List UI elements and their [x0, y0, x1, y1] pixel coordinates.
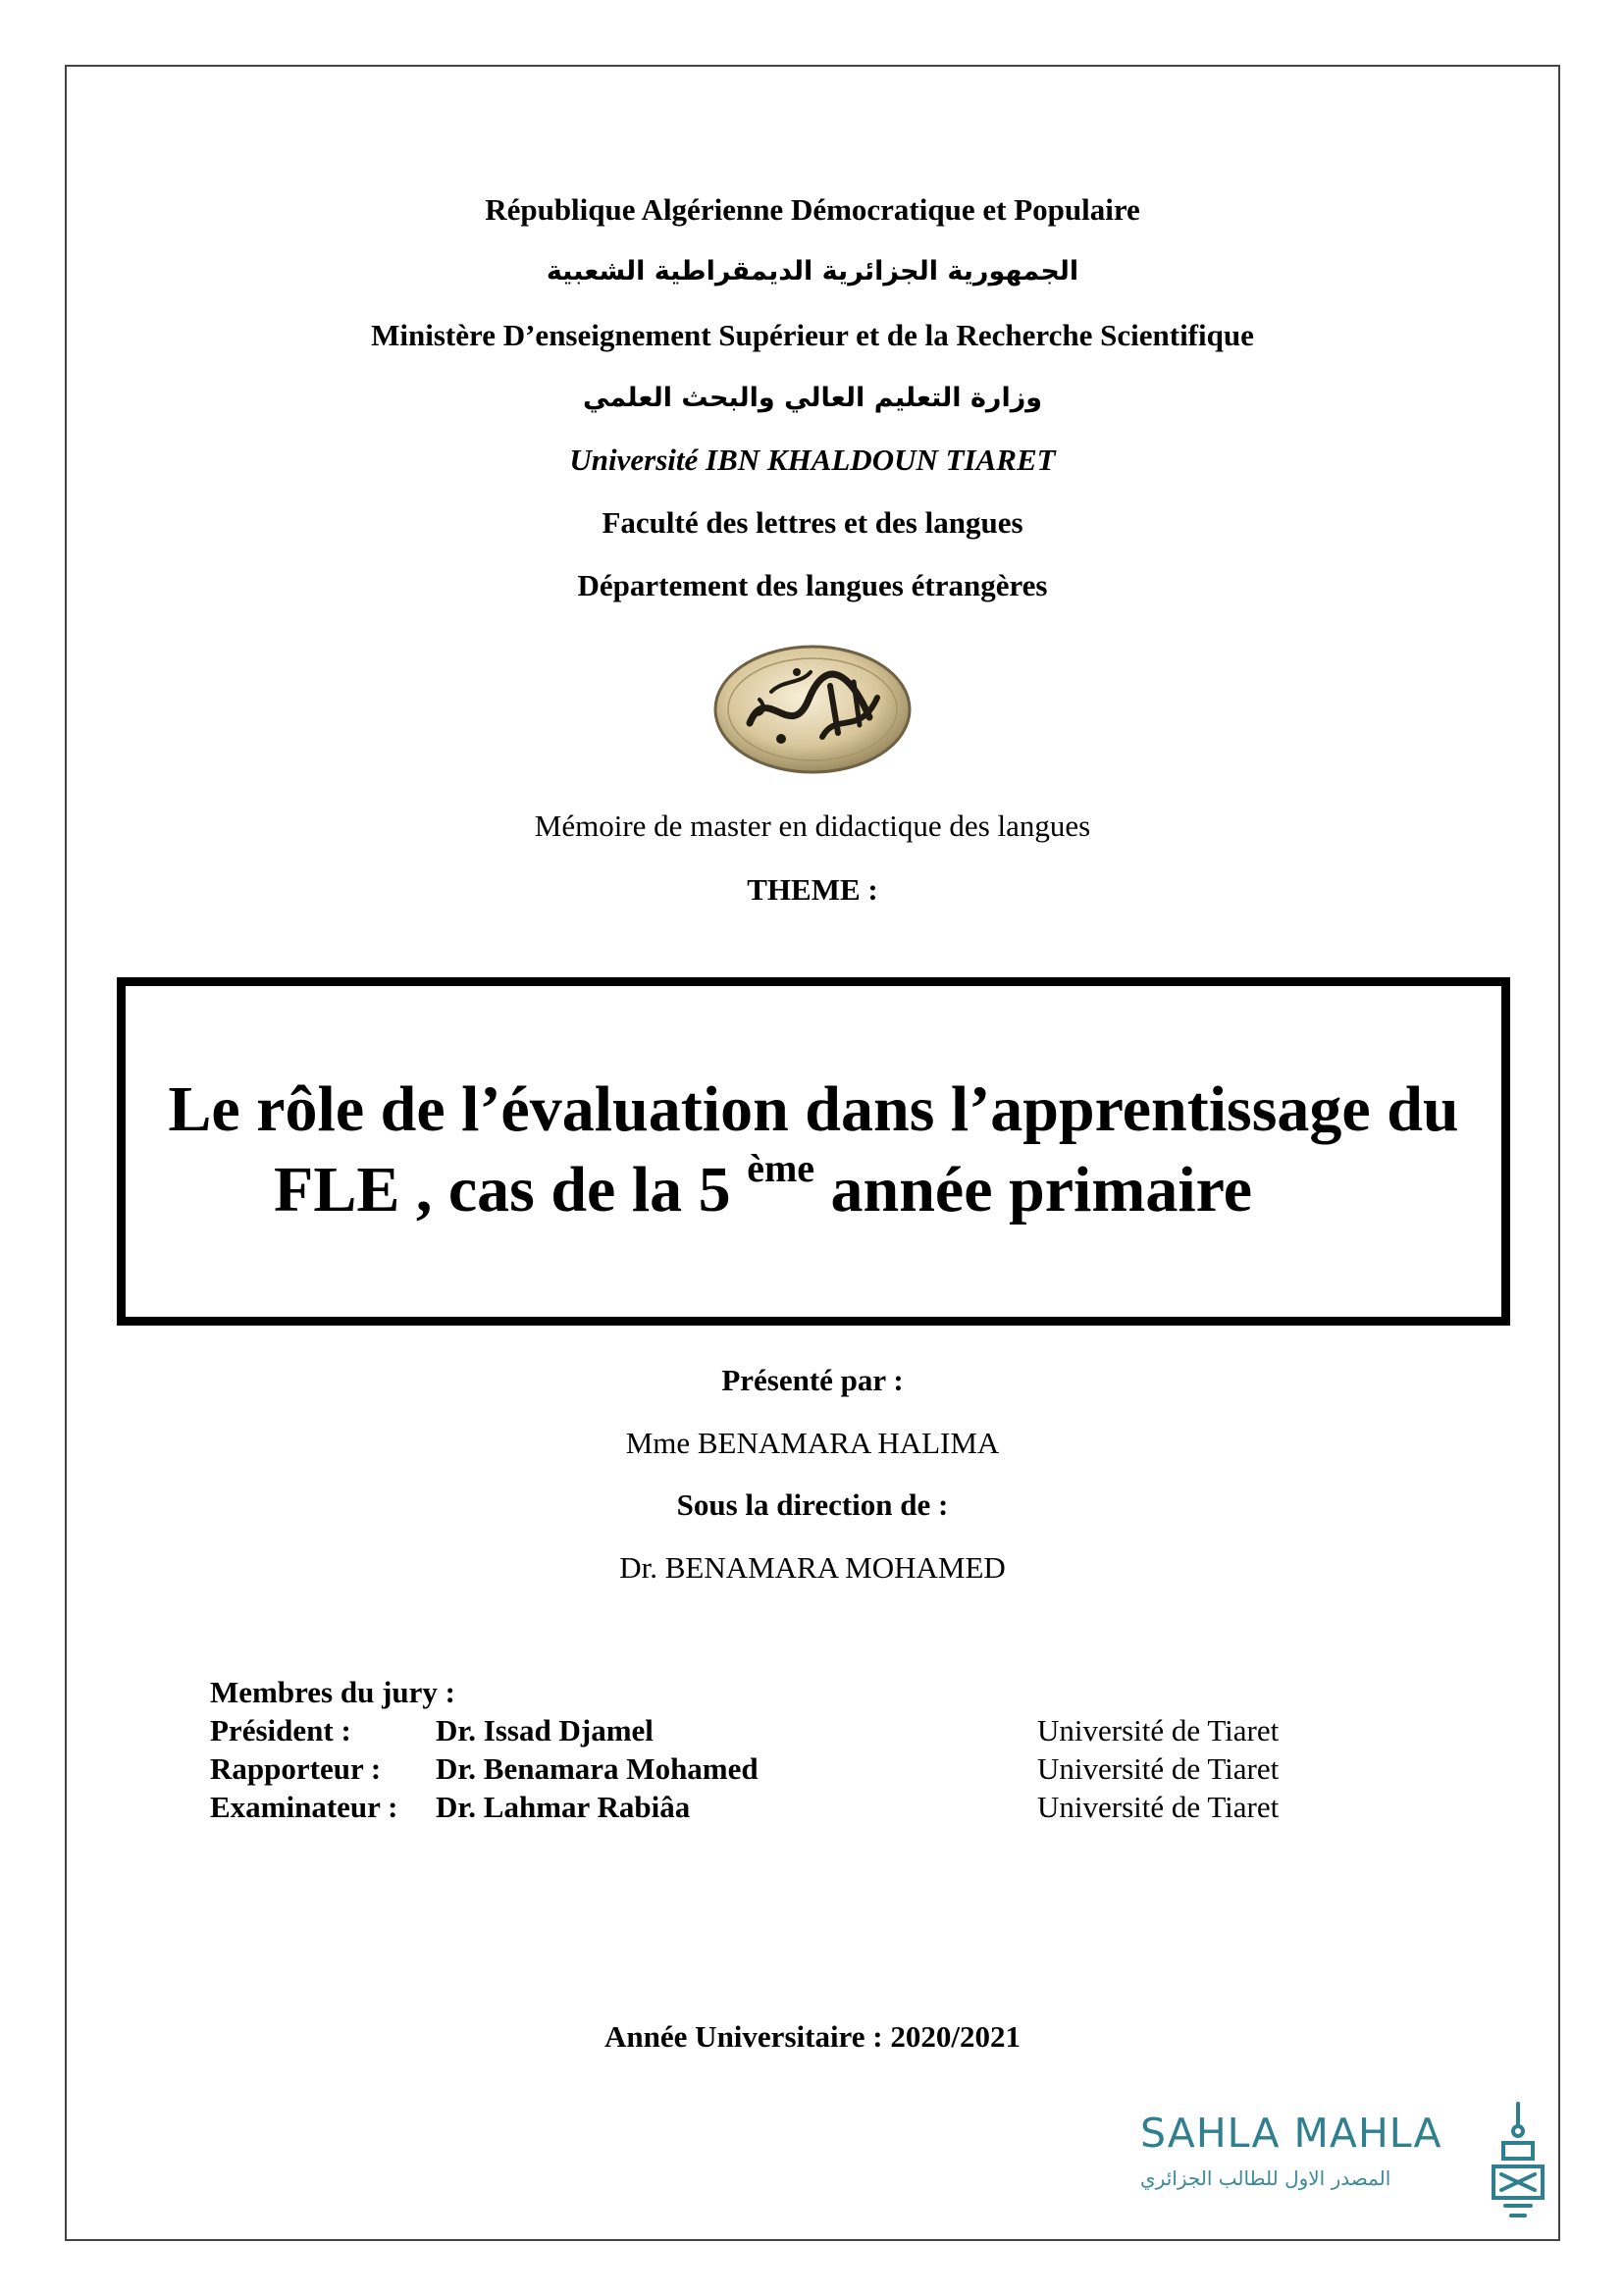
thesis-title-line1: Le rôle de l’évaluation dans l’apprentissage du: [168, 1073, 1459, 1145]
jury-role: Examinateur :: [210, 1790, 398, 1824]
jury-member-name: Dr. Lahmar Rabiâa: [436, 1790, 691, 1824]
thesis-title-line2-start: FLE , cas de la 5: [274, 1154, 748, 1226]
sahla-mahla-logo-icon: [1484, 2100, 1552, 2232]
jury-member-name: Dr. Benamara Mohamed: [436, 1751, 759, 1786]
memoire-type: Mémoire de master en didactique des langues: [534, 808, 1091, 843]
jury-heading: Membres du jury :: [210, 1675, 455, 1709]
jury-section: [210, 1673, 1388, 1826]
ministry-ar: وزارة التعليم العالي والبحث العلمي: [582, 383, 1043, 413]
thesis-title-superscript: ème: [747, 1146, 815, 1190]
jury-role: Rapporteur :: [210, 1751, 382, 1786]
jury-university: Université de Tiaret: [1037, 1790, 1280, 1824]
ministry-fr: Ministère D’enseignement Supérieur et de la Recherche Scientifique: [371, 318, 1254, 352]
jury-member-name: Dr. Issad Djamel: [436, 1713, 654, 1747]
jury-university: Université de Tiaret: [1037, 1751, 1280, 1786]
academic-year: Année Universitaire : 2020/2021: [604, 2019, 1021, 2054]
author-name: Mme BENAMARA HALIMA: [625, 1426, 1000, 1460]
jury-university: Université de Tiaret: [1037, 1713, 1280, 1747]
university-name: Université IBN KHALDOUN TIARET: [569, 443, 1056, 477]
jury-row: [210, 1749, 1388, 1788]
sahla-mahla-watermark: [1136, 2110, 1560, 2237]
direction-label: Sous la direction de :: [676, 1487, 949, 1522]
republic-fr: République Algérienne Démocratique et Populaire: [485, 192, 1140, 227]
jury-role: Président :: [210, 1713, 351, 1747]
thesis-title-line2: [274, 1146, 1253, 1227]
presented-by-label: Présenté par :: [721, 1363, 904, 1397]
supervisor-name: Dr. BENAMARA MOHAMED: [619, 1550, 1006, 1585]
faculty-name: Faculté des lettres et des langues: [602, 505, 1023, 540]
watermark-brand: SAHLA MAHLA: [1140, 2110, 1442, 2157]
republic-ar: الجمهورية الجزائرية الديمقراطية الشعبية: [546, 256, 1079, 287]
watermark-tagline: المصدر الاول للطالب الجزائري: [1140, 2166, 1391, 2190]
university-seal-icon: [712, 643, 914, 776]
thesis-title-line2-end: année primaire: [814, 1154, 1253, 1226]
jury-row: [210, 1711, 1388, 1749]
jury-row: [210, 1788, 1388, 1826]
department-name: Département des langues étrangères: [577, 568, 1048, 602]
theme-label: THEME :: [747, 872, 878, 907]
title-box: [117, 977, 1510, 1326]
